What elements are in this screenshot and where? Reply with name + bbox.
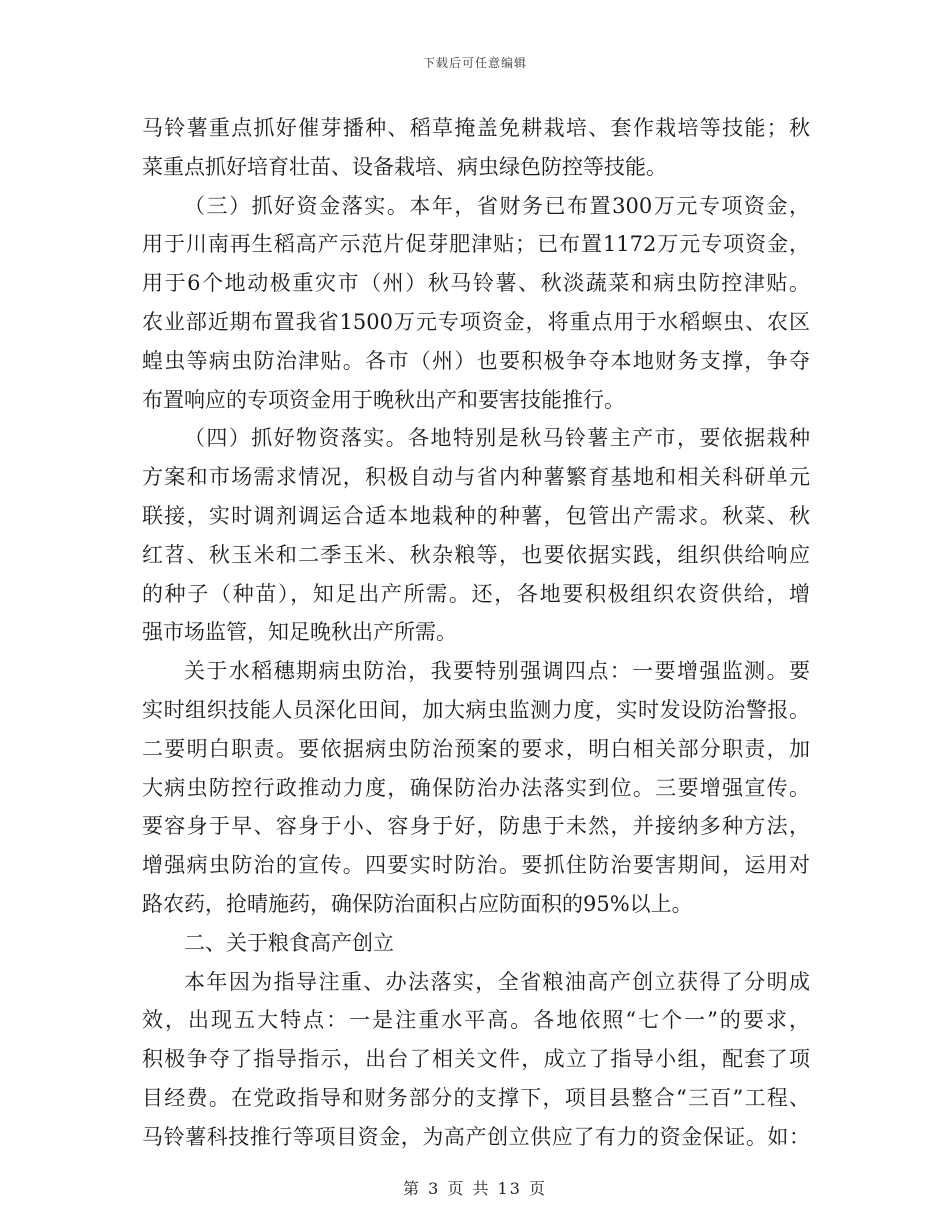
section-heading: 二、关于粮食高产创立: [184, 930, 394, 955]
text-line: 本年因为指导注重、办法落实，全省粮油高产创立获得了分明成: [184, 969, 810, 994]
text-line: 实时组织技能人员深化田间，加大病虫监测力度，实时发设防治警报。: [142, 697, 810, 722]
text-line: 用于6个地动极重灾市（州）秋马铃薯、秋淡蔬菜和病虫防控津贴。: [142, 271, 810, 296]
text-line: 菜重点抓好培育壮苗、设备栽培、病虫绿色防控等技能。: [142, 154, 667, 179]
text-line: 二要明白职责。要依据病虫防治预案的要求，明白相关部分职责，加: [142, 736, 810, 761]
text-line: 蝗虫等病虫防治津贴。各市（州）也要积极争夺本地财务支撑，争夺: [142, 348, 810, 373]
text-line: 大病虫防控行政推动力度，确保防治办法落实到位。三要增强宣传。: [142, 775, 810, 800]
text-line: 增强病虫防治的宣传。四要实时防治。要抓住防治要害期间，运用对: [142, 853, 810, 878]
text-line: 农业部近期布置我省1500万元专项资金，将重点用于水稻螟虫、农区: [142, 309, 810, 334]
text-line: 路农药，抢晴施药，确保防治面积占应防面积的95%以上。: [142, 891, 693, 916]
text-line: 效，出现五大特点：一是注重水平高。各地依照“七个一”的要求，: [142, 1008, 810, 1033]
text-line: 用于川南再生稻高产示范片促芽肥津贴；已布置1172万元专项资金，: [142, 232, 810, 257]
text-line: 红苕、秋玉米和二季玉米、秋杂粮等，也要依据实践，组织供给响应: [142, 542, 810, 567]
text-line: 马铃薯科技推行等项目资金，为高产创立供应了有力的资金保证。如：: [142, 1124, 810, 1149]
text-line: 方案和市场需求情况，积极自动与省内种薯繁育基地和相关科研单元: [142, 465, 810, 490]
text-line: 要容身于早、容身于小、容身于好，防患于未然，并接纳多种方法，: [142, 814, 810, 839]
page-footer: 第 3 页 共 13 页: [403, 1179, 547, 1198]
text-line: （三）抓好资金落实。本年，省财务已布置300万元专项资金，: [184, 193, 810, 218]
text-line: 布置响应的专项资金用于晚秋出产和要害技能推行。: [142, 387, 625, 412]
text-line: 强市场监管，知足晚秋出产所需。: [142, 620, 457, 645]
text-line: 目经费。在党政指导和财务部分的支撑下，项目县整合“三百”工程、: [142, 1085, 810, 1110]
page-header: 下载后可任意编辑: [422, 56, 527, 70]
text-line: 的种子（种苗），知足出产所需。还，各地要积极组织农资供给，增: [142, 581, 810, 606]
text-line: 联接，实时调剂调运合适本地栽种的种薯，包管出产需求。秋菜、秋: [142, 503, 810, 528]
text-line: 积极争夺了指导指示，出台了相关文件，成立了指导小组，配套了项: [142, 1047, 810, 1072]
text-line: 关于水稻穗期病虫防治，我要特别强调四点：一要增强监测。要: [184, 659, 810, 684]
document-body: [142, 109, 810, 1157]
text-line: （四）抓好物资落实。各地特别是秋马铃薯主产市，要依据栽种: [184, 426, 810, 451]
text-line: 马铃薯重点抓好催芽播种、稻草掩盖免耕栽培、套作栽培等技能；秋: [142, 116, 810, 140]
